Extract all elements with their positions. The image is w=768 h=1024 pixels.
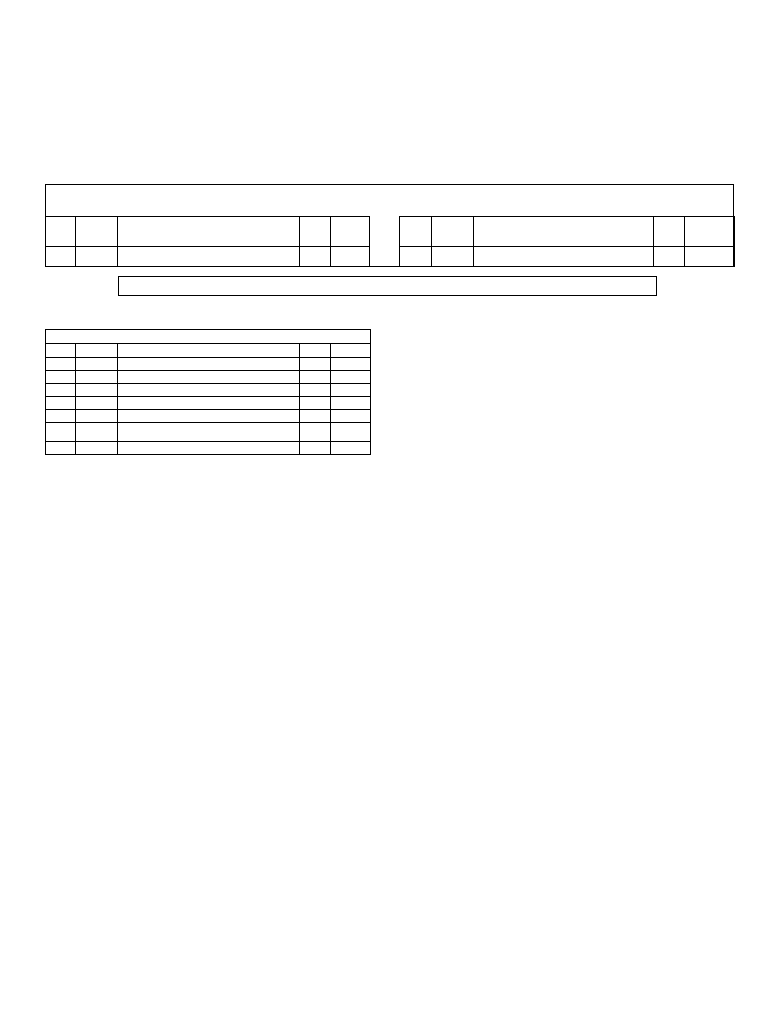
- header-col-name: [118, 344, 300, 358]
- row-col-tt: [46, 384, 76, 397]
- row-col-credits: [300, 442, 331, 455]
- header-col-code: [76, 344, 118, 358]
- semester-title: [46, 330, 371, 344]
- gen-cell: [474, 247, 654, 267]
- row-col-code: [76, 371, 118, 384]
- gen-h-tt: [46, 217, 76, 247]
- general-table: [45, 216, 735, 267]
- row-col-code: [76, 384, 118, 397]
- gen-cell: [654, 247, 685, 267]
- row-col-credits: [300, 384, 331, 397]
- row-col-tt: [46, 371, 76, 384]
- table-row: [46, 410, 371, 423]
- table-row: [46, 384, 371, 397]
- gen-cell: [118, 247, 300, 267]
- header-col-credits: [300, 344, 331, 358]
- row-col-name: [118, 410, 300, 423]
- row-col-tt: [46, 442, 76, 455]
- row-col-credits: [300, 358, 331, 371]
- table-row: [46, 371, 371, 384]
- row-col-name: [118, 442, 300, 455]
- gen-cell: [400, 247, 432, 267]
- row-col-hours: [331, 442, 371, 455]
- gen-h-code: [76, 217, 118, 247]
- row-col-name: [118, 358, 300, 371]
- row-col-hours: [331, 384, 371, 397]
- row-col-hours: [331, 358, 371, 371]
- row-col-code: [76, 397, 118, 410]
- row-col-hours: [331, 371, 371, 384]
- table-row: [46, 397, 371, 410]
- row-col-credits: [300, 371, 331, 384]
- gen-h-name: [118, 217, 300, 247]
- row-col-hours: [331, 397, 371, 410]
- header-col-tt: [46, 344, 76, 358]
- row-col-code: [76, 423, 118, 442]
- table-row: [46, 358, 371, 371]
- row-col-credits: [300, 397, 331, 410]
- gen-cell: [432, 247, 474, 267]
- row-col-tt: [46, 358, 76, 371]
- table-row: [46, 442, 371, 455]
- gen-gap: [370, 217, 400, 247]
- semester-1-table: [45, 329, 371, 455]
- gen-h-credits: [300, 217, 331, 247]
- row-col-hours: [331, 410, 371, 423]
- row-col-name: [118, 371, 300, 384]
- gen-cell: [300, 247, 331, 267]
- gen-gap: [370, 247, 400, 267]
- row-col-code: [76, 358, 118, 371]
- gen-cell: [685, 247, 735, 267]
- row-col-name: [118, 397, 300, 410]
- table-row: [46, 423, 371, 442]
- gen-h-credits-r: [654, 217, 685, 247]
- gen-cell: [46, 247, 76, 267]
- major-block-box: [118, 276, 657, 296]
- gen-cell: [76, 247, 118, 267]
- row-col-code: [76, 442, 118, 455]
- row-col-credits: [300, 423, 331, 442]
- row-col-hours: [331, 423, 371, 442]
- row-col-name: [118, 384, 300, 397]
- gen-cell: [331, 247, 370, 267]
- row-col-tt: [46, 423, 76, 442]
- gen-h-tt-r: [400, 217, 432, 247]
- gen-h-prereq-r: [685, 217, 735, 247]
- gen-h-name-r: [474, 217, 654, 247]
- header-col-hours: [331, 344, 371, 358]
- row-col-tt: [46, 410, 76, 423]
- row-col-credits: [300, 410, 331, 423]
- row-col-tt: [46, 397, 76, 410]
- row-col-code: [76, 410, 118, 423]
- row-col-name: [118, 423, 300, 442]
- gen-h-prereq: [331, 217, 370, 247]
- gen-h-code-r: [432, 217, 474, 247]
